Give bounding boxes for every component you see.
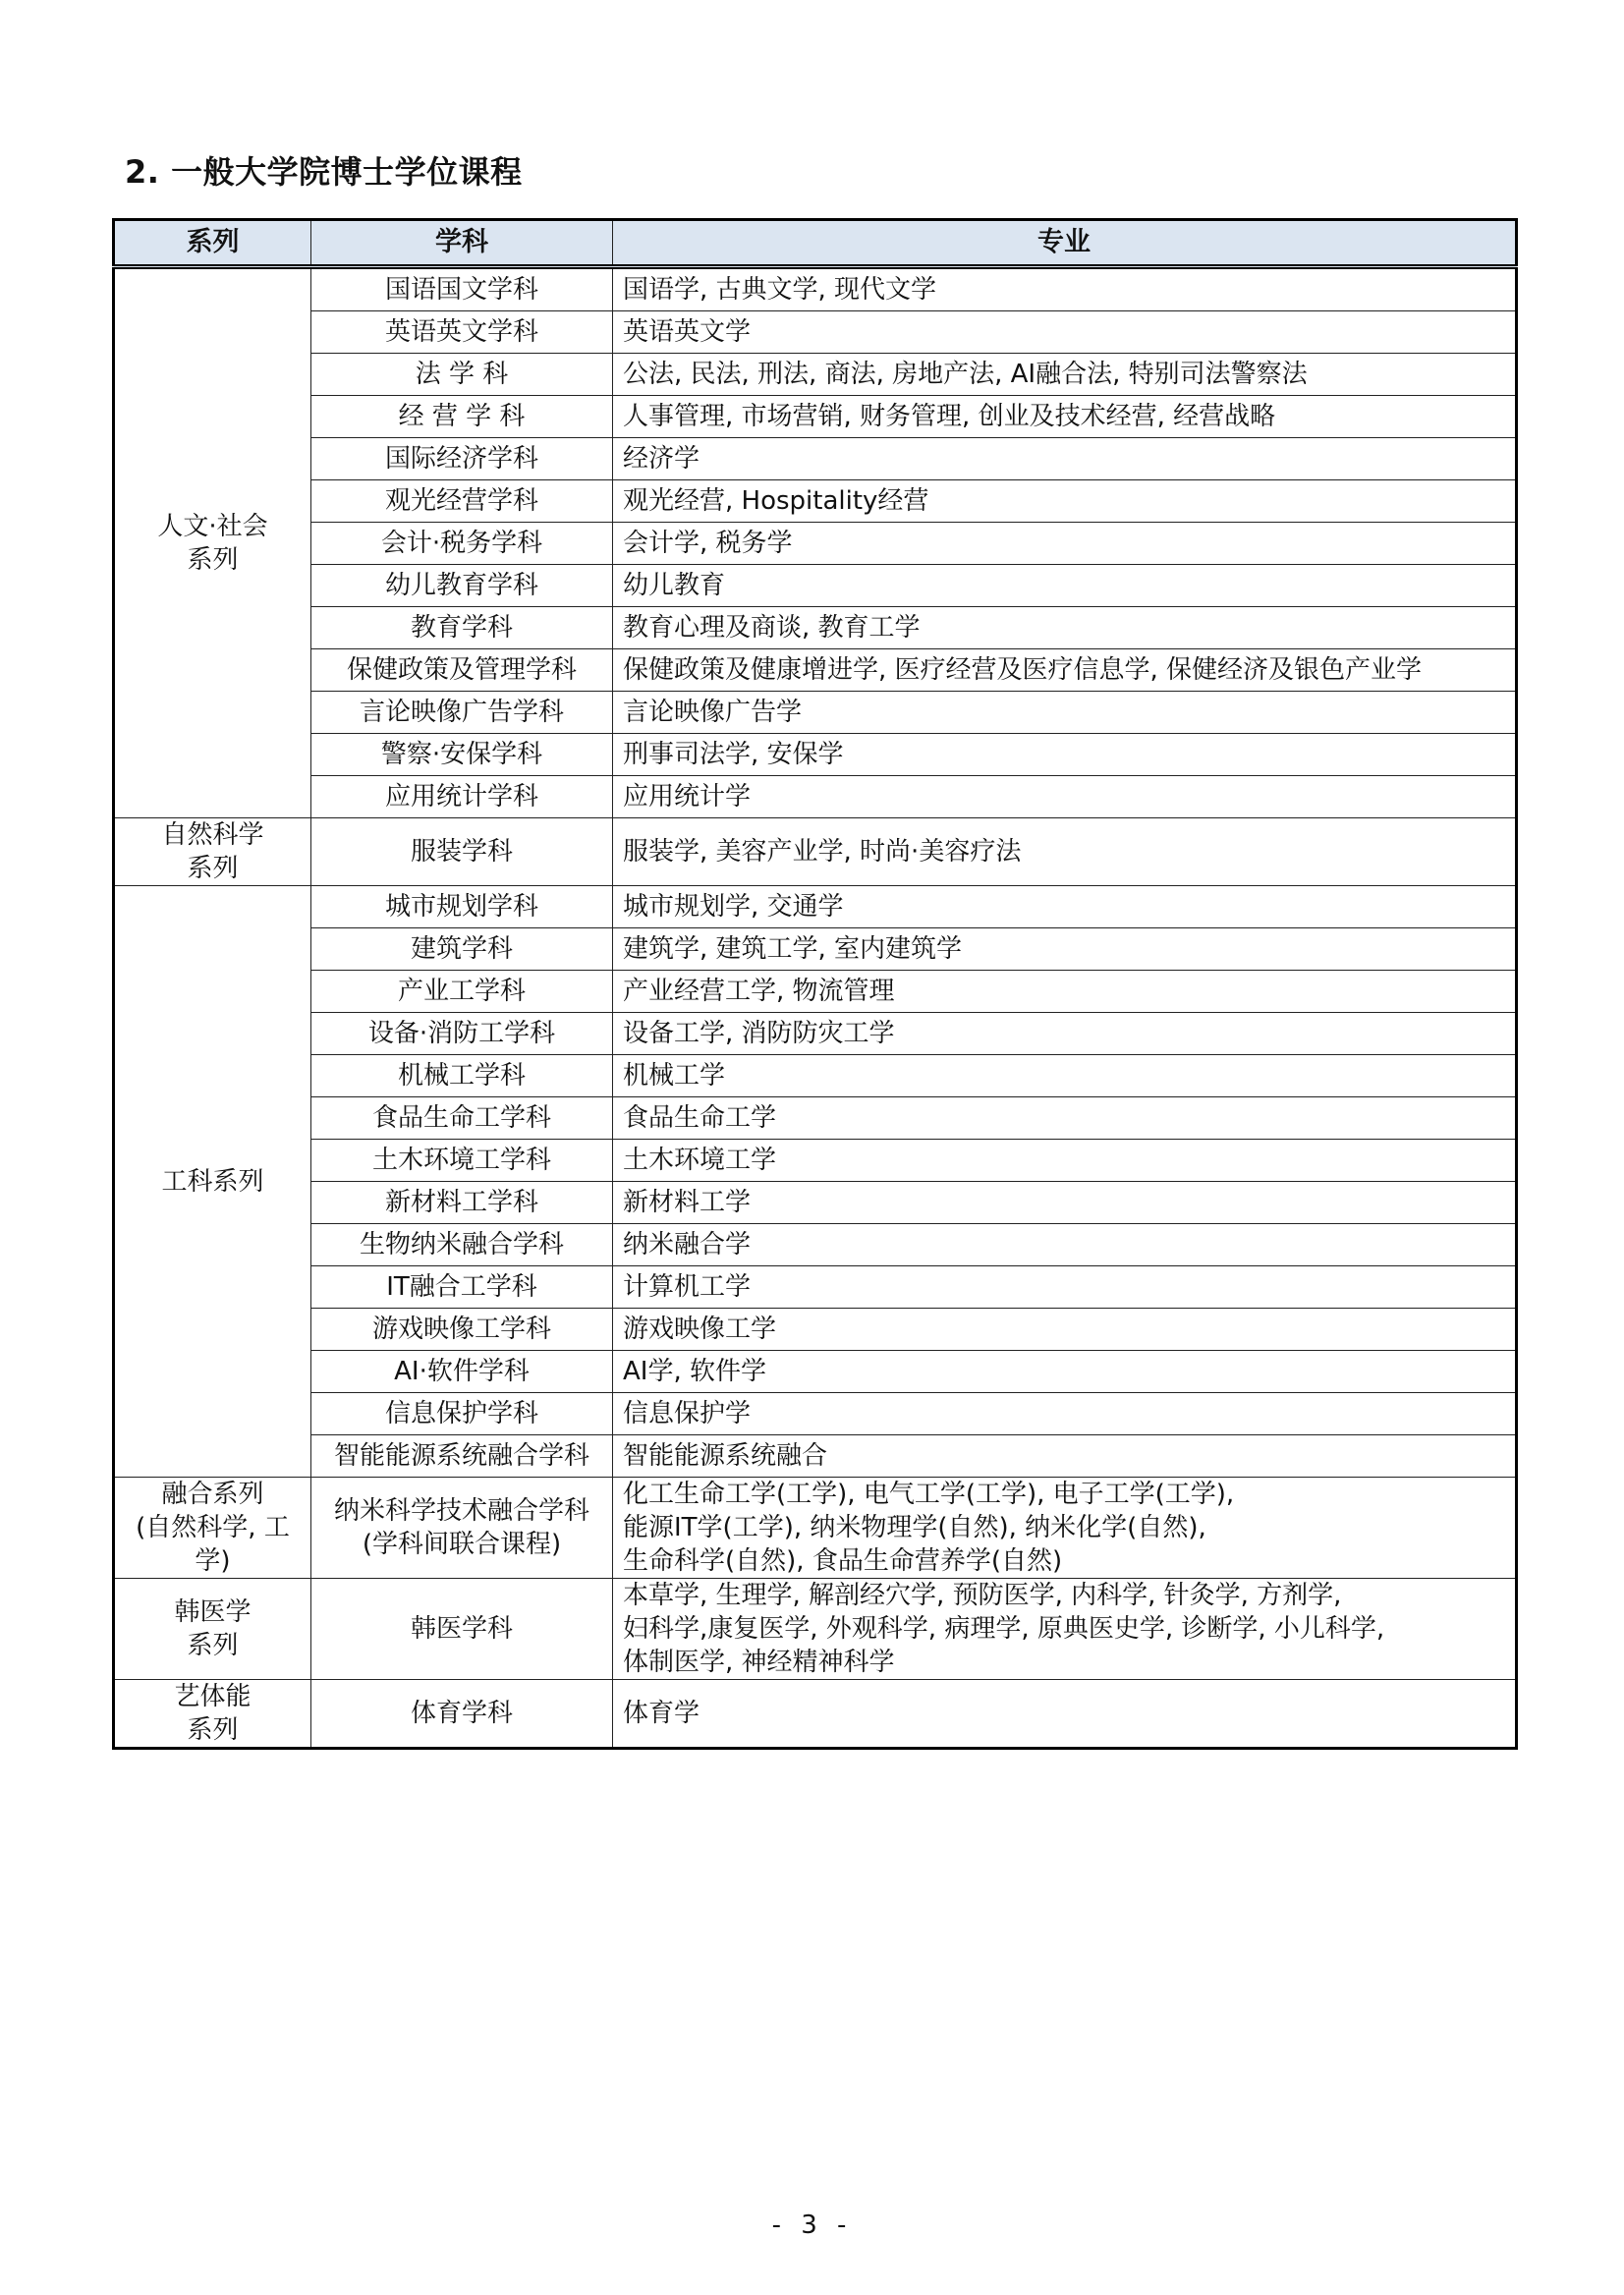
- major-cell: [613, 734, 1517, 776]
- major-line: 刑事司法学, 安保学: [623, 740, 844, 769]
- department-line: 新材料工学科: [384, 1188, 538, 1217]
- major-line: 保健政策及健康增进学, 医疗经营及医疗信息学, 保健经济及银色产业学: [623, 655, 1423, 685]
- major-cell: [613, 1224, 1517, 1266]
- category-cell: [114, 1579, 311, 1680]
- department-cell: [311, 311, 613, 354]
- major-line: 生命科学(自然), 食品生命营养学(自然): [623, 1546, 1063, 1576]
- department-line: 设备·消防工学科: [367, 1019, 556, 1048]
- major-cell: [613, 1013, 1517, 1055]
- department-line: 城市规划学科: [384, 892, 538, 922]
- table-row: [114, 1579, 1517, 1680]
- major-line: 应用统计学: [623, 782, 752, 812]
- department-cell: [311, 523, 613, 565]
- department-cell: [311, 1680, 613, 1749]
- major-cell: [613, 1309, 1517, 1351]
- table-row: [114, 776, 1517, 818]
- major-cell: [613, 1478, 1517, 1579]
- major-line: 服装学, 美容产业学, 时尚·美容疗法: [623, 837, 1022, 867]
- department-line: 应用统计学科: [384, 782, 538, 812]
- major-line: 游戏映像工学: [623, 1315, 777, 1344]
- department-cell: [311, 396, 613, 438]
- department-cell: [311, 776, 613, 818]
- department-cell: [311, 1140, 613, 1182]
- category-line: 韩医学: [174, 1597, 252, 1627]
- table-row: [114, 1393, 1517, 1435]
- department-cell: [311, 818, 613, 886]
- department-line: 服装学科: [410, 837, 513, 867]
- major-cell: [613, 607, 1517, 649]
- table-row: [114, 734, 1517, 776]
- major-cell: [613, 267, 1517, 311]
- department-cell: [311, 692, 613, 734]
- category-line: 系列: [187, 854, 239, 883]
- department-cell: [311, 649, 613, 692]
- table-row: [114, 1309, 1517, 1351]
- table-row: [114, 1680, 1517, 1749]
- department-line: 国际经济学科: [384, 444, 538, 474]
- major-line: AI学, 软件学: [623, 1357, 766, 1386]
- header-category: 系列: [114, 220, 311, 267]
- department-cell: [311, 1097, 613, 1140]
- page-number: - 3 -: [771, 2211, 853, 2240]
- table-row: [114, 1478, 1517, 1579]
- department-line: 韩医学科: [410, 1614, 513, 1644]
- major-cell: [613, 565, 1517, 607]
- major-cell: [613, 818, 1517, 886]
- department-cell: [311, 1478, 613, 1579]
- table-row: [114, 565, 1517, 607]
- department-line: 英语英文学科: [384, 317, 538, 347]
- category-line: 系列: [187, 545, 239, 575]
- department-line: 警察·安保学科: [380, 740, 543, 769]
- category-line: 系列: [187, 1631, 239, 1660]
- major-line: 妇科学,康复医学, 外观科学, 病理学, 原典医史学, 诊断学, 小儿科学,: [623, 1614, 1385, 1644]
- major-line: 会计学, 税务学: [623, 529, 793, 558]
- table-row: [114, 692, 1517, 734]
- department-line: 保健政策及管理学科: [346, 655, 577, 685]
- major-cell: [613, 1055, 1517, 1097]
- category-line: 人文·社会: [157, 512, 268, 541]
- category-line: (自然科学, 工学): [136, 1513, 290, 1576]
- table-row: [114, 354, 1517, 396]
- department-line: 智能能源系统融合学科: [333, 1441, 589, 1471]
- department-line: 游戏映像工学科: [371, 1315, 551, 1344]
- department-cell: [311, 928, 613, 971]
- department-cell: [311, 1309, 613, 1351]
- department-cell: [311, 1055, 613, 1097]
- department-cell: [311, 267, 613, 311]
- category-line: 融合系列: [161, 1480, 264, 1509]
- category-cell: [114, 886, 311, 1478]
- category-cell: [114, 1478, 311, 1579]
- major-line: 智能能源系统融合: [623, 1441, 828, 1471]
- major-cell: [613, 438, 1517, 480]
- department-line: 土木环境工学科: [371, 1146, 551, 1175]
- department-cell: [311, 1393, 613, 1435]
- major-line: 产业经营工学, 物流管理: [623, 977, 895, 1006]
- department-cell: [311, 1435, 613, 1478]
- major-line: 新材料工学: [623, 1188, 752, 1217]
- department-cell: [311, 1266, 613, 1309]
- department-line: 国语国文学科: [384, 275, 538, 305]
- major-cell: [613, 1140, 1517, 1182]
- department-cell: [311, 1579, 613, 1680]
- table-row: [114, 649, 1517, 692]
- category-line: 工科系列: [161, 1166, 264, 1197]
- department-line: 产业工学科: [397, 977, 526, 1006]
- major-cell: [613, 311, 1517, 354]
- major-cell: [613, 1266, 1517, 1309]
- major-cell: [613, 928, 1517, 971]
- major-line: 公法, 民法, 刑法, 商法, 房地产法, AI融合法, 特别司法警察法: [623, 360, 1308, 389]
- department-line: 教育学科: [410, 613, 513, 643]
- department-line: 信息保护学科: [384, 1399, 538, 1428]
- major-cell: [613, 886, 1517, 928]
- major-line: 英语英文学: [623, 317, 752, 347]
- major-line: 观光经营, Hospitality经营: [623, 486, 929, 516]
- table-body: [114, 267, 1517, 1749]
- major-line: 经济学: [623, 444, 700, 474]
- header-major: 专业: [613, 220, 1517, 267]
- table-row: [114, 971, 1517, 1013]
- table-row: [114, 311, 1517, 354]
- major-cell: [613, 971, 1517, 1013]
- major-cell: [613, 1351, 1517, 1393]
- header-department: 学科: [311, 220, 613, 267]
- department-cell: [311, 354, 613, 396]
- category-cell: [114, 267, 311, 818]
- major-line: 计算机工学: [623, 1272, 752, 1302]
- table-row: [114, 396, 1517, 438]
- category-line: 艺体能: [174, 1682, 252, 1711]
- department-line: 言论映像广告学科: [359, 698, 564, 727]
- department-line: AI·软件学科: [394, 1357, 530, 1386]
- department-cell: [311, 1182, 613, 1224]
- department-cell: [311, 438, 613, 480]
- major-cell: [613, 776, 1517, 818]
- section-heading: 2. 一般大学院博士学位课程: [125, 153, 523, 191]
- department-line: 食品生命工学科: [371, 1103, 551, 1133]
- major-line: 人事管理, 市场营销, 财务管理, 创业及技术经营, 经营战略: [623, 402, 1276, 431]
- table-row: [114, 1351, 1517, 1393]
- department-line: 机械工学科: [397, 1061, 526, 1091]
- major-line: 言论映像广告学: [623, 698, 803, 727]
- major-line: 建筑学, 建筑工学, 室内建筑学: [623, 934, 963, 964]
- table-row: [114, 1266, 1517, 1309]
- department-cell: [311, 1013, 613, 1055]
- table-row: [114, 886, 1517, 928]
- major-line: 纳米融合学: [623, 1230, 752, 1259]
- table-row: [114, 1435, 1517, 1478]
- department-line: 观光经营学科: [384, 486, 538, 516]
- department-cell: [311, 1351, 613, 1393]
- table-row: [114, 928, 1517, 971]
- major-line: 设备工学, 消防防灾工学: [623, 1019, 895, 1048]
- major-line: 土木环境工学: [623, 1146, 777, 1175]
- table-row: [114, 480, 1517, 523]
- department-line: 体育学科: [410, 1699, 513, 1728]
- category-line: 系列: [187, 1715, 239, 1745]
- table-header-row: [114, 220, 1517, 267]
- department-line: (学科间联合课程): [362, 1530, 562, 1559]
- major-cell: [613, 396, 1517, 438]
- department-line: 经 营 学 科: [398, 402, 526, 431]
- table-row: [114, 1097, 1517, 1140]
- table-row: [114, 818, 1517, 886]
- major-cell: [613, 649, 1517, 692]
- table-row: [114, 607, 1517, 649]
- major-line: 能源IT学(工学), 纳米物理学(自然), 纳米化学(自然),: [623, 1513, 1206, 1542]
- major-line: 国语学, 古典文学, 现代文学: [623, 275, 937, 305]
- department-line: 会计·税务学科: [380, 529, 543, 558]
- major-cell: [613, 354, 1517, 396]
- major-cell: [613, 1579, 1517, 1680]
- major-line: 化工生命工学(工学), 电气工学(工学), 电子工学(工学),: [623, 1480, 1235, 1509]
- table-row: [114, 1055, 1517, 1097]
- table-row: [114, 523, 1517, 565]
- major-cell: [613, 1680, 1517, 1749]
- doctoral-courses-table: [112, 218, 1518, 1750]
- department-line: IT融合工学科: [386, 1272, 537, 1302]
- category-cell: [114, 818, 311, 886]
- department-line: 法 学 科: [415, 360, 509, 389]
- department-cell: [311, 480, 613, 523]
- major-line: 机械工学: [623, 1061, 726, 1091]
- table-row: [114, 1140, 1517, 1182]
- major-line: 体育学: [623, 1699, 700, 1728]
- major-cell: [613, 692, 1517, 734]
- major-cell: [613, 1435, 1517, 1478]
- department-cell: [311, 971, 613, 1013]
- major-cell: [613, 1393, 1517, 1435]
- department-line: 纳米科学技术融合学科: [333, 1496, 589, 1526]
- major-line: 城市规划学, 交通学: [623, 892, 844, 922]
- department-line: 幼儿教育学科: [384, 571, 538, 600]
- department-cell: [311, 886, 613, 928]
- category-line: 自然科学: [161, 820, 264, 850]
- department-cell: [311, 1224, 613, 1266]
- department-cell: [311, 565, 613, 607]
- major-line: 食品生命工学: [623, 1103, 777, 1133]
- department-line: 生物纳米融合学科: [359, 1230, 564, 1259]
- major-line: 教育心理及商谈, 教育工学: [623, 613, 921, 643]
- major-line: 幼儿教育: [623, 571, 726, 600]
- major-cell: [613, 1097, 1517, 1140]
- major-cell: [613, 1182, 1517, 1224]
- department-line: 建筑学科: [410, 934, 513, 964]
- major-line: 信息保护学: [623, 1399, 752, 1428]
- major-cell: [613, 480, 1517, 523]
- major-line: 体制医学, 神经精神科学: [623, 1648, 895, 1677]
- department-cell: [311, 734, 613, 776]
- department-cell: [311, 607, 613, 649]
- table-row: [114, 1224, 1517, 1266]
- table-row: [114, 1013, 1517, 1055]
- major-line: 本草学, 生理学, 解剖经穴学, 预防医学, 内科学, 针灸学, 方剂学,: [623, 1581, 1342, 1610]
- major-cell: [613, 523, 1517, 565]
- category-cell: [114, 1680, 311, 1749]
- table-row: [114, 267, 1517, 311]
- table-row: [114, 1182, 1517, 1224]
- table-row: [114, 438, 1517, 480]
